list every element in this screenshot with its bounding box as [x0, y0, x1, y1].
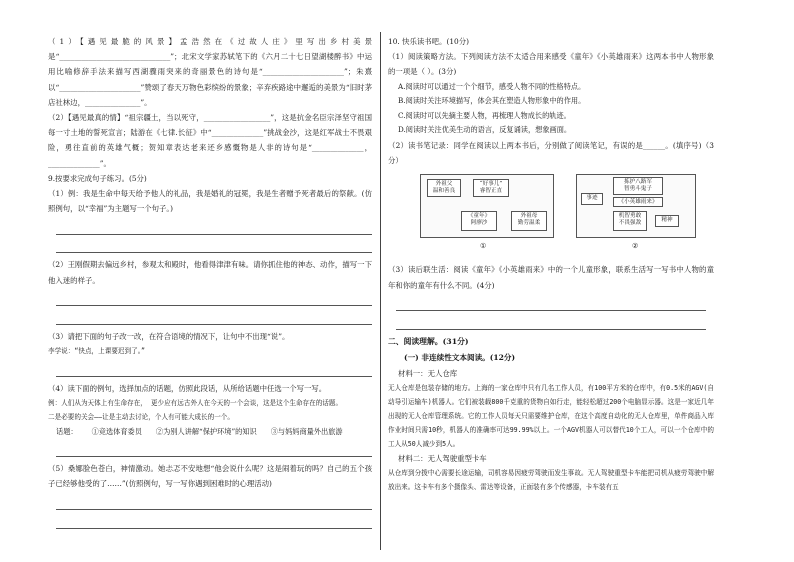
q10-3: （3）读后联生活：阅读《童年》《小英雄雨来》中的一个儿童形象，联系生活写一写书中人物的童年和你的童年有什么不同。(4分): [388, 265, 714, 290]
column-divider: [380, 32, 381, 550]
topic-3: ③与妈妈商量外出旅游: [270, 426, 343, 436]
section-reading: 二、阅读理解。(31分): [388, 336, 469, 346]
diagram-1-caption: ①: [480, 242, 487, 251]
subsection-nonfiction: (一) 非连续性文本阅读。(12分): [404, 352, 516, 362]
q9-5-answer[interactable]: [56, 496, 372, 529]
diagram-2-spirit-label: 精神: [655, 215, 679, 227]
q9-2-answer[interactable]: [56, 292, 372, 325]
q9-4-example-2: 二是必要的关会——让是主动去讨论，个人有可能大成长的一个。: [48, 412, 234, 421]
q10-option-a: A.阅读时可以通过一个个细节，感受人物不同的性格特点。: [398, 81, 586, 91]
diagram-1-grandmother: 外祖母 勤劳温柔: [511, 211, 547, 231]
q10-option-c: C.阅读时可以先摘主要人物，再梳理人物成长的轨迹。: [398, 110, 571, 120]
q9-4-example: 例：人们从为天体上有生命存在， 更少应有远古外人在今天的一个会谈，这是这个生命存在的话题。: [48, 398, 343, 407]
q8-part2: （2）【遇见最真的情】“祖宗疆土，当以死守，__________________”，这是抗金名臣宗泽坚守祖国每一寸土地的誓死宣言；陆游在《七律.长征》中“______________”挑战金沙，这是红军战士不畏艰险，勇往直前的英雄气概；贺知章表达老来还乡感慨物是人非的诗句是“______________，______________”。: [48, 113, 372, 168]
q9-4: （4）读下面的例句，选择加点的话题，仿照此段话，从所给话题中任选一个写一写。: [48, 383, 327, 393]
diagram-1-grandfather: 外祖父 温和善良: [427, 179, 461, 197]
q10-option-b: B.阅读时关注环境描写，体会其在塑造人物形象中的作用。: [398, 96, 586, 106]
right-column: [388, 34, 714, 494]
q10-3-answer[interactable]: [396, 297, 706, 330]
q9-5: （5）桑娜脸色苍白，神情激动。她忐忑不安地想“他会说什么呢？这是闹着玩的吗？自己的五个孩子已经够他受的了……”(仿照例句，写一写你遇到困难时的心理活动): [48, 464, 372, 489]
q9-1: （1）例：我是生命中每天给予他人的礼品，我是婚礼的冠冕，我是生者赠予死者最后的祭献。(仿照例句，以“幸福”为主题写一个句子。): [48, 189, 372, 214]
q9-3: （3）请把下面的句子改一改，在符合语境的情况下，让句中不出现“说”。: [48, 331, 290, 341]
left-column: [48, 34, 372, 533]
blank-q10-2[interactable]: ______: [642, 140, 666, 150]
q9-3-answer[interactable]: [56, 362, 372, 377]
topic-1: ①竞选体育委员: [91, 426, 142, 436]
material-1-text: 无人仓库是包装存储的地方。上海的一家仓库中只有几名工作人员，有100平方米的仓库中，有0.5米的AGV(自动导引运输车)机器人。它们被装载800千克重的货物自如行走，能轻松超过200个电脑显示器。这是一家近几年出现的无人仓库管理系统。它的工作人员每天只需要维护仓库，在这个高度自动化的无人仓库里，单件商品入库作业时间只需10秒，机器人的准确率可达99.99%以上。一个AGV机器人可以替代10个工人，可以一个仓库中的工人从50人减少到5人。: [388, 383, 714, 448]
diagram-2-deeds: 拣护八路军 智勇斗鬼子: [613, 177, 663, 195]
q9-2: （2）王刚假期去偏远乡村，参观太和殿时，他看得津津有味。请你抓住他的神态、动作，描写一下他入迷的样子。: [48, 260, 372, 285]
material-1-title: 材料一：无人仓库: [398, 368, 458, 378]
q9-4-topics: 话题： ①竞选体育委员 ②为别人讲解“保护环境”的知识 ③与妈妈商量外出旅游: [56, 424, 372, 439]
q10-option-d: D.阅读时关注优美生动的语言，反复诵读，想象画面。: [398, 125, 572, 135]
q9-3-example: 李学说：“快点，上课要迟到了。”: [48, 347, 145, 356]
reading-notes-diagrams: [388, 172, 714, 256]
q10-1: （1）阅读策略方法。下列阅读方法不太适合用来感受《童年》《小英雄雨来》这两本书中人物形象的一项是（ ）。(3分): [388, 52, 714, 77]
diagram-little-hero: [576, 174, 696, 238]
diagram-2-title: 《小英雄雨来》: [613, 197, 663, 207]
diagram-2-deeds-label: 事迹: [581, 193, 603, 205]
material-2-title: 材料二：无人驾驶重型卡车: [398, 453, 487, 463]
diagram-2-caption: ②: [632, 242, 639, 251]
topic-2: ②为别人讲解“保护环境”的知识: [155, 426, 257, 436]
blank-q8-1[interactable]: __________________: [103, 52, 171, 62]
q9-title: 9.按要求完成句子练习。(5分): [48, 173, 147, 183]
q10-title: 10. 快乐读书吧。(10分): [388, 37, 470, 46]
q9-1-answer[interactable]: [56, 220, 372, 253]
diagram-1-good-deed: “好事儿” 睿智正直: [473, 179, 509, 197]
q9-4-answer[interactable]: [56, 443, 372, 458]
material-2-text: 从仓库到分拨中心需要长途运输，司机容易因疲劳驾驶而发生事故。无人驾驶重型卡车能把司机从疲劳驾驶中解放出来。这卡车有多个摄像头、雷达等设备，正面装有多个传感器，卡车装有五: [388, 468, 714, 491]
diagram-childhood: [420, 174, 554, 238]
q10-2: （2）读书笔记录：同学在阅读以上两本书后，分别做了阅读笔记，有误的是______。(填序号)（3分）: [388, 140, 714, 166]
q8-part1: （1）【遇见最脆的风景】孟浩然在《过故人庄》里写出乡村美景是“______________________________”；北宋文学家苏轼笔下的《六月二十七日望湖楼醉书》中运用比喻修辞手法来描写西湖骤雨突来的奇丽景色的诗句是“______________________”；朱熹以“______________________”赞颂了春天万物色彩缤纷的景象；辛弃疾路途中邂逅的美景为“旧时茅店社林边，_______________”。: [48, 37, 373, 107]
diagram-2-traits: 机智勇敢 不畏强敌: [613, 211, 647, 231]
diagram-1-center: 《童年》 阿廖沙: [461, 211, 497, 231]
